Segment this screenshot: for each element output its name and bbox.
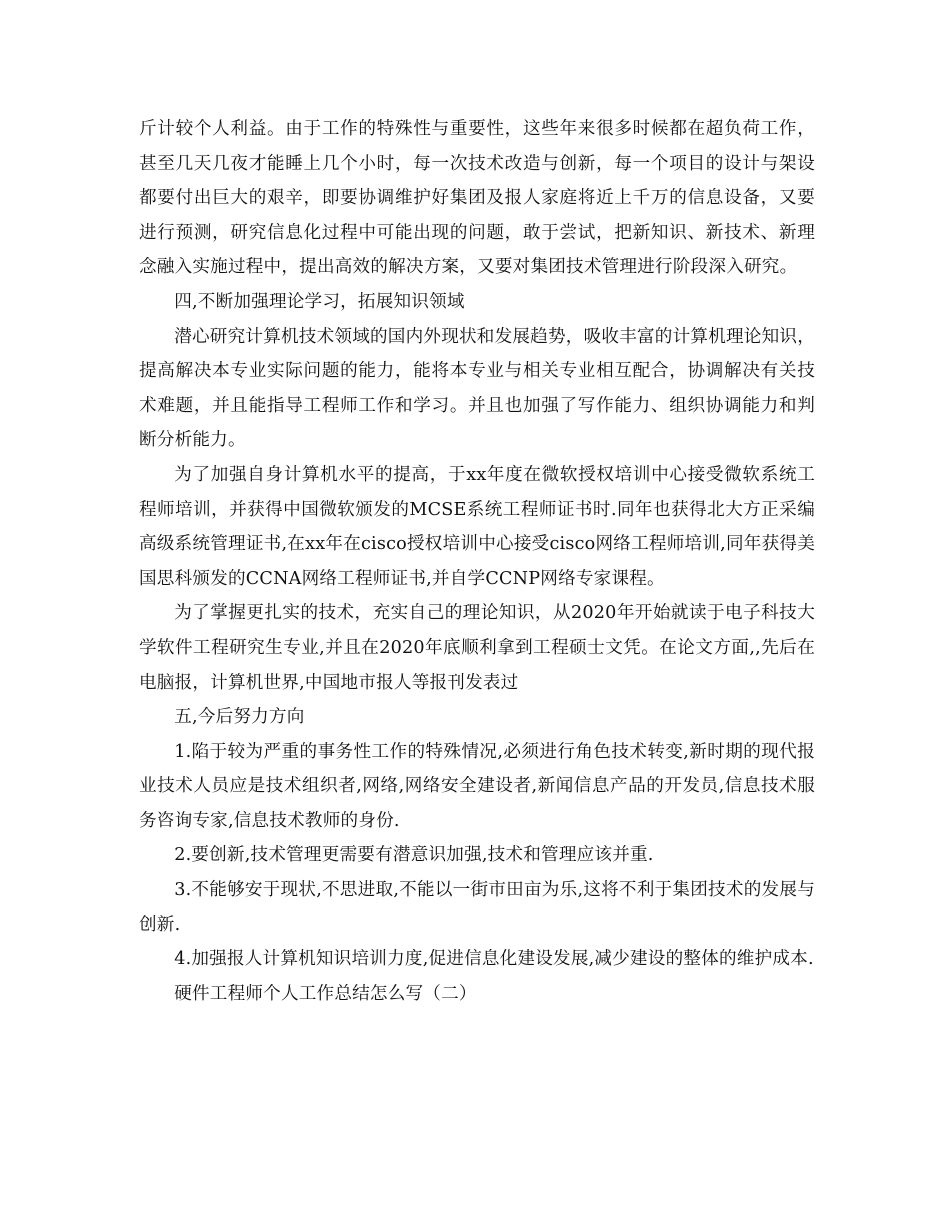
paragraph: 潜心研究计算机技术领域的国内外现状和发展趋势，吸收丰富的计算机理论知识，提高解决本专业实际问题的能力，能将本专业与相关专业相互配合，协调解决有关技术难题，并且能指导工程师工作和学习。并且也加强了写作能力、组织协调能力和判断分析能力。 xyxy=(139,326,815,451)
document-subtitle: 硬件工程师个人工作总结怎么写（二） xyxy=(174,983,477,1004)
document-body xyxy=(139,112,815,1011)
list-item: 2.要创新,技术管理更需要有潜意识加强,技术和管理应该并重. xyxy=(174,845,654,866)
paragraph: 为了掌握更扎实的技术，充实自己的理论知识，从2020年开始就读于电子科技大学软件工程研究生专业,并且在2020年底顺利拿到工程硕士文凭。在论文方面,,先后在电脑报，计算机世界,中国地市报人等报刊发表过 xyxy=(139,603,815,693)
list-item: 3.不能够安于现状,不思进取,不能以一街市田亩为乐,这将不利于集团技术的发展与创新. xyxy=(139,880,815,935)
paragraph-continuation: 斤计较个人利益。由于工作的特殊性与重要性，这些年来很多时候都在超负荷工作，甚至几天几夜才能睡上几个小时，每一次技术改造与创新，每一个项目的设计与架设都要付出巨大的艰辛，即要协调维护好集团及报人家庭将近上千万的信息设备，又要进行预测，研究信息化过程中可能出现的问题，敢于尝试，把新知识、新技术、新理念融入实施过程中，提出高效的解决方案，又要对集团技术管理进行阶段深入研究。 xyxy=(139,119,815,278)
section-heading-five: 五,今后努力方向 xyxy=(174,707,305,728)
section-heading-four: 四,不断加强理论学习，拓展知识领域 xyxy=(174,291,465,312)
list-item: 4.加强报人计算机知识培训力度,促进信息化建设发展,减少建设的整体的维护成本. xyxy=(174,949,814,970)
paragraph: 为了加强自身计算机水平的提高，于xx年度在微软授权培训中心接受微软系统工程师培训，并获得中国微软颁发的MCSE系统工程师证书时.同年也获得北大方正采编高级系统管理证书,在xx年在cisco授权培训中心接受cisco网络工程师培训,同年获得美国思科颁发的CCNA网络工程师证书,并自学CCNP网络专家课程。 xyxy=(139,464,815,589)
list-item: 1.陷于较为严重的事务性工作的特殊情况,必须进行角色技术转变,新时期的现代报业技术人员应是技术组织者,网络,网络安全建设者,新闻信息产品的开发员,信息技术服务咨询专家,信息技术教师的身份. xyxy=(139,741,815,831)
